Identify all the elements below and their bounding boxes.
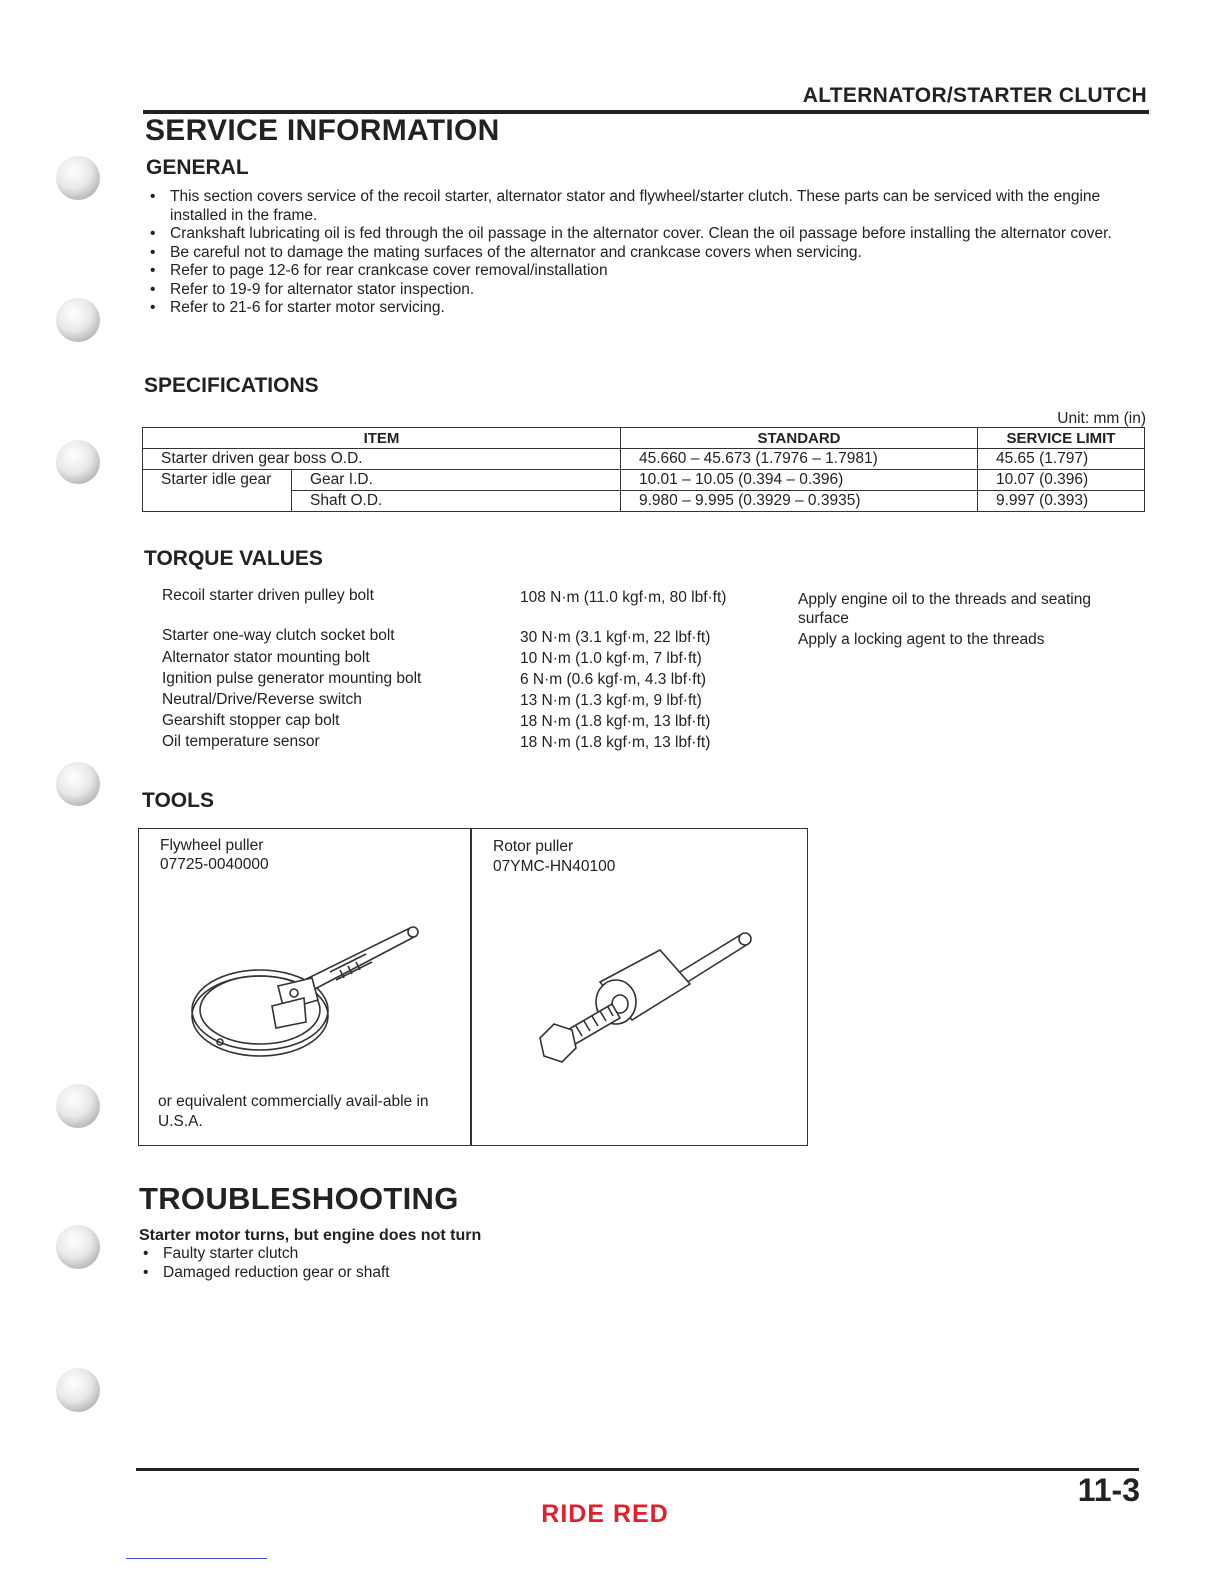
column-header-item: ITEM — [143, 428, 621, 449]
general-bullet-list — [146, 188, 1150, 318]
torque-value: 18 N·m (1.8 kgf·m, 13 lbf·ft) — [520, 713, 711, 730]
torque-values-heading: TORQUE VALUES — [144, 547, 323, 570]
column-header-standard: STANDARD — [621, 428, 978, 449]
torque-item: Gearshift stopper cap bolt — [162, 712, 340, 729]
table-cell-limit: 10.07 (0.396) — [978, 470, 1145, 491]
brand-logo: RIDE RED — [541, 1500, 669, 1528]
torque-item: Starter one-way clutch socket bolt — [162, 627, 395, 644]
specifications-heading: SPECIFICATIONS — [144, 374, 319, 397]
tool-number: 07YMC-HN40100 — [493, 858, 616, 875]
tool-name: Flywheel puller — [160, 837, 264, 854]
torque-note: Apply a locking agent to the threads — [798, 631, 1045, 648]
troubleshooting-causes — [139, 1245, 639, 1282]
binder-hole — [56, 1084, 100, 1128]
binder-hole — [56, 298, 100, 342]
list-item: • Crankshaft lubricating oil is fed through the oil passage in the alternator cover. Clean the oil passage before installing the alternator cover. — [146, 225, 1150, 244]
binder-hole — [56, 1368, 100, 1412]
torque-value: 108 N·m (11.0 kgf·m, 80 lbf·ft) — [520, 589, 727, 606]
troubleshooting-symptom: Starter motor turns, but engine does not turn — [139, 1227, 482, 1244]
link-underline — [126, 1558, 267, 1559]
table-cell-limit: 45.65 (1.797) — [978, 449, 1145, 470]
torque-note: Apply engine oil to the threads and seating surface — [798, 591, 1091, 627]
list-item: • Refer to 19-9 for alternator stator inspection. — [146, 281, 1150, 300]
torque-item: Ignition pulse generator mounting bolt — [162, 670, 422, 687]
list-item: • Refer to page 12-6 for rear crankcase cover removal/installation — [146, 262, 1150, 281]
tools-heading: TOOLS — [142, 789, 214, 812]
footer-rule — [136, 1468, 1139, 1471]
troubleshooting-title: TROUBLESHOOTING — [139, 1181, 459, 1216]
table-cell-sub: Shaft O.D. — [292, 491, 621, 512]
tool-number: 07725-0040000 — [160, 856, 269, 873]
table-cell-item: Starter driven gear boss O.D. — [143, 449, 621, 470]
torque-value: 10 N·m (1.0 kgf·m, 7 lbf·ft) — [520, 650, 702, 667]
table-cell-group: Starter idle gear — [143, 470, 292, 512]
table-cell-standard: 9.980 – 9.995 (0.3929 – 0.3935) — [621, 491, 978, 512]
binder-hole — [56, 762, 100, 806]
table-cell-sub: Gear I.D. — [292, 470, 621, 491]
table-cell-standard: 10.01 – 10.05 (0.394 – 0.396) — [621, 470, 978, 491]
binder-hole — [56, 440, 100, 484]
page-number: 11-3 — [1077, 1472, 1140, 1508]
list-item: • Be careful not to damage the mating surfaces of the alternator and crankcase covers when servicing. — [146, 244, 1150, 263]
list-item: • Refer to 21-6 for starter motor servicing. — [146, 299, 1150, 318]
tools-divider — [470, 828, 472, 1146]
torque-item: Recoil starter driven pulley bolt — [162, 587, 374, 604]
column-header-service-limit: SERVICE LIMIT — [978, 428, 1145, 449]
tool-name: Rotor puller — [493, 838, 574, 855]
torque-value: 18 N·m (1.8 kgf·m, 13 lbf·ft) — [520, 734, 711, 751]
tool-note: or equivalent commercially avail-able in U.S.A. — [158, 1093, 429, 1130]
list-item: • This section covers service of the recoil starter, alternator stator and flywheel/starter clutch. These parts can be serviced with the engine installed in the frame. — [146, 188, 1150, 225]
section-header-title: ALTERNATOR/STARTER CLUTCH — [802, 84, 1147, 107]
list-item: • Faulty starter clutch — [139, 1245, 639, 1264]
flywheel-puller-illustration — [180, 910, 440, 1070]
general-heading: GENERAL — [146, 156, 249, 179]
table-row — [143, 449, 1145, 470]
table-row — [143, 470, 1145, 491]
torque-value: 6 N·m (0.6 kgf·m, 4.3 lbf·ft) — [520, 671, 707, 688]
list-item: • Damaged reduction gear or shaft — [139, 1264, 639, 1283]
torque-item: Alternator stator mounting bolt — [162, 649, 370, 666]
torque-item: Neutral/Drive/Reverse switch — [162, 691, 362, 708]
page-title: SERVICE INFORMATION — [145, 114, 500, 147]
binder-hole — [56, 1225, 100, 1269]
unit-label: Unit: mm (in) — [1057, 410, 1146, 427]
torque-value: 13 N·m (1.3 kgf·m, 9 lbf·ft) — [520, 692, 702, 709]
table-cell-standard: 45.660 – 45.673 (1.7976 – 1.7981) — [621, 449, 978, 470]
table-row — [143, 491, 1145, 512]
binder-hole — [56, 156, 100, 200]
torque-value: 30 N·m (3.1 kgf·m, 22 lbf·ft) — [520, 629, 711, 646]
rotor-puller-illustration — [520, 920, 770, 1080]
specifications-table — [142, 427, 1145, 512]
table-cell-limit: 9.997 (0.393) — [978, 491, 1145, 512]
torque-item: Oil temperature sensor — [162, 733, 320, 750]
table-header-row — [143, 428, 1145, 449]
